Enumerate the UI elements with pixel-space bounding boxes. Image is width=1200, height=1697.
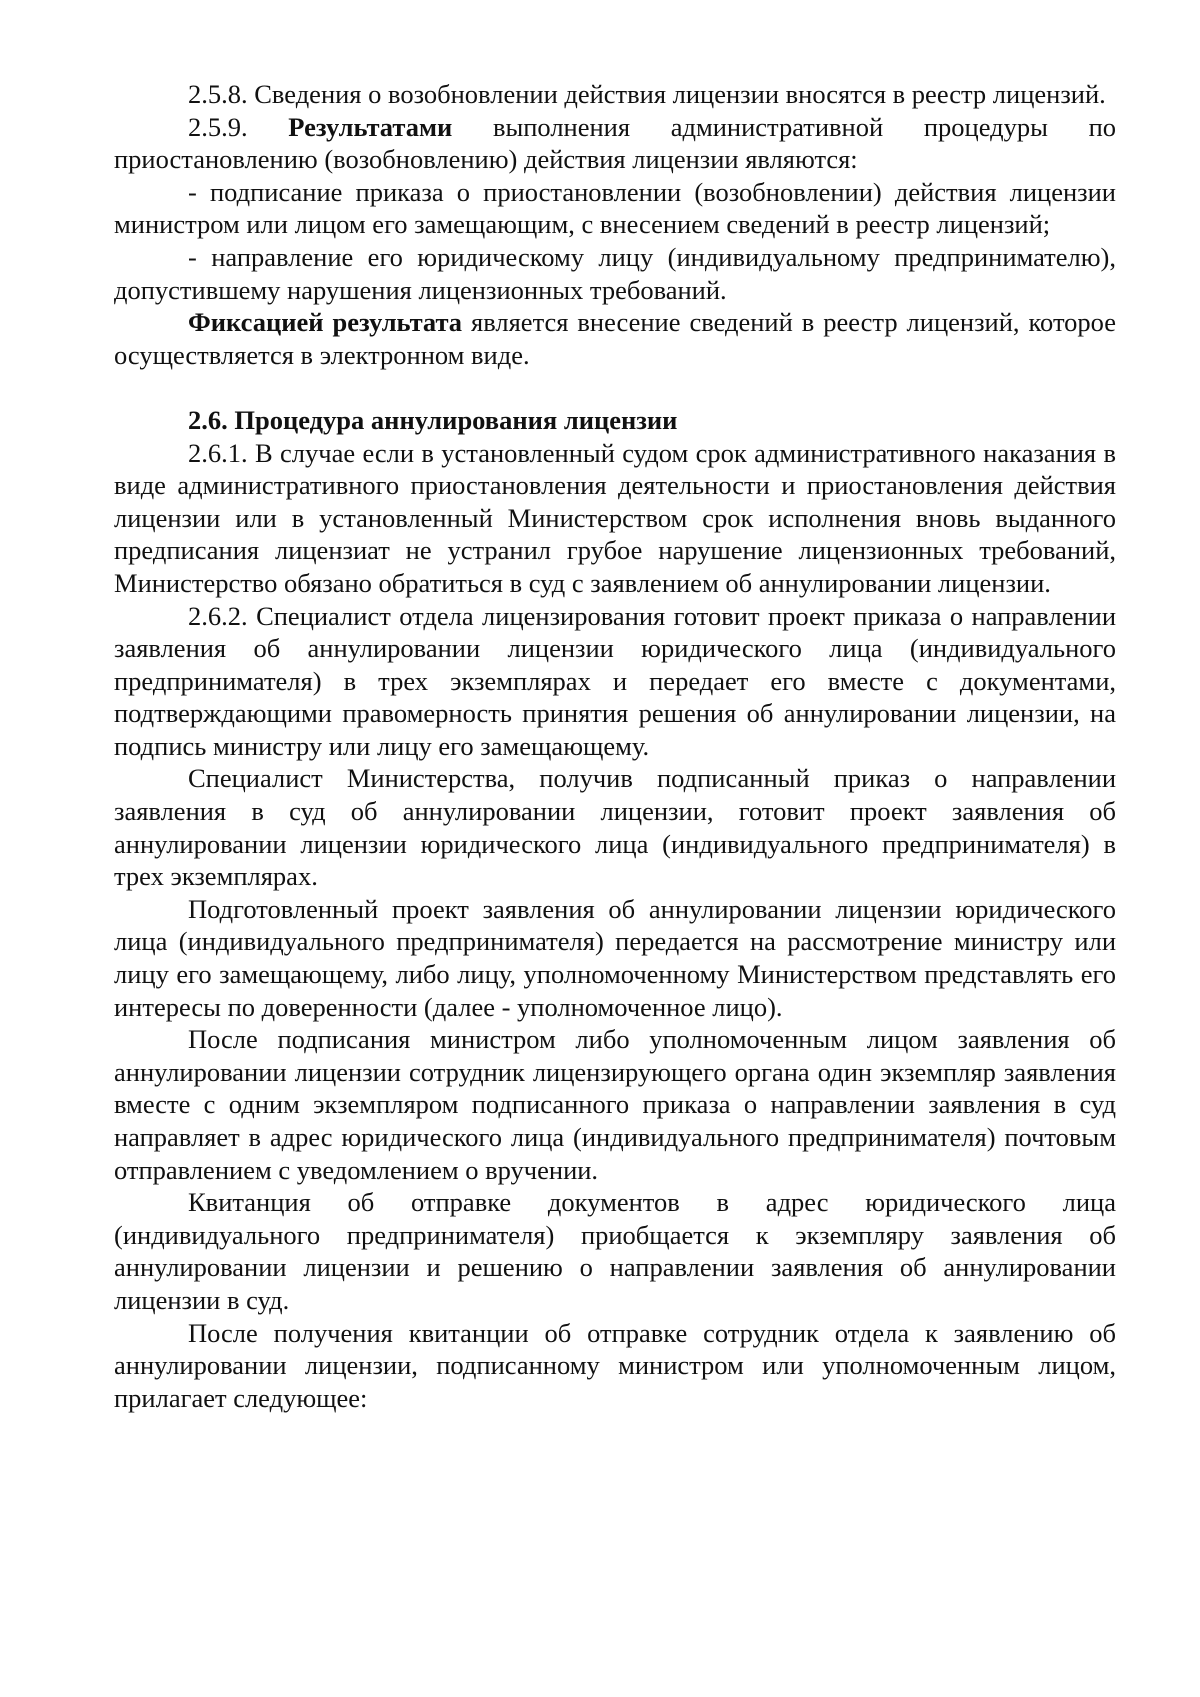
paragraph-2-5-8: 2.5.8. Сведения о возобновлении действия лицензии вносятся в реестр лицензий. [188,79,1106,109]
document-page [114,78,1116,1414]
list-item-signing: - подписание приказа о приостановлении (возобновлении) действия лицензии министром или лицом его замещающим, с внесением сведений в реестр лицензий; [114,176,1116,240]
paragraph-text: выполнения административной процедуры по приостановлению (возобновлению) действия лицензии являются: [114,111,1116,175]
bold-term-results: Результатами [288,111,453,142]
paragraph-fixation [114,306,1116,371]
list-item-direction: - направление его юридическому лицу (индивидуальному предпринимателю), допустившему нарушения лицензионных требований. [114,241,1116,305]
section-heading-2-6: 2.6. Процедура аннулирования лицензии [188,404,678,435]
paragraph-after-receipt: После получения квитанции об отправке сотрудник отдела к заявлению об аннулировании лицензии, подписанному министром или уполномоченным лицом, прилагает следующее: [114,1317,1116,1413]
paragraph-number: 2.5.9. [188,111,248,142]
bold-term-fixation: Фиксацией результата [188,307,463,338]
paragraph-2-5-9 [114,111,1116,176]
paragraph-after-signing: После подписания министром либо уполномоченным лицом заявления об аннулировании лицензии сотрудник лицензирующего органа один экземпляр заявления вместе с одним экземпляром подписанного приказа о направлении заявления в суд направляет в адрес юридического лица (индивидуального предпринимателя) почтовым отправлением с уведомлением о вручении. [114,1024,1116,1185]
paragraph-text: является внесение сведений в реестр лицензий, которое осуществляется в электронном виде. [114,307,1117,370]
paragraph-specialist: Специалист Министерства, получив подписанный приказ о направлении заявления в суд об аннулировании лицензии, готовит проект заявления об аннулировании лицензии юридического лица (индивидуального предпринимателя) в трех экземплярах. [114,763,1116,892]
paragraph-2-6-1: 2.6.1. В случае если в установленный судом срок административного наказания в виде административного приостановления деятельности и приостановления действия лицензии или в установленный Министерством срок исполнения вновь выданного предписания лицензиат не устранил грубое нарушение лицензионных требований, Министерство обязано обратиться в суд с заявлением об аннулировании лицензии. [114,437,1116,598]
paragraph-prepared-draft: Подготовленный проект заявления об аннулировании лицензии юридического лица (индивидуального предпринимателя) передается на рассмотрение министру или лицу его замещающему, либо лицу, уполномоченному Министерством представлять его интересы по доверенности (далее - уполномоченное лицо). [114,893,1116,1022]
paragraph-2-6-2: 2.6.2. Специалист отдела лицензирования готовит проект приказа о направлении заявления об аннулировании лицензии юридического лица (индивидуального предпринимателя) в трех экземплярах и передает его вместе с документами, подтверждающими правомерность принятия решения об аннулировании лицензии, на подпись министру или лицу его замещающему. [114,600,1116,761]
section-gap [114,371,1116,404]
paragraph-receipt: Квитанция об отправке документов в адрес юридического лица (индивидуального предпринимателя) приобщается к экземпляру заявления об аннулировании лицензии и решению о направлении заявления об аннулировании лицензии в суд. [114,1187,1116,1315]
